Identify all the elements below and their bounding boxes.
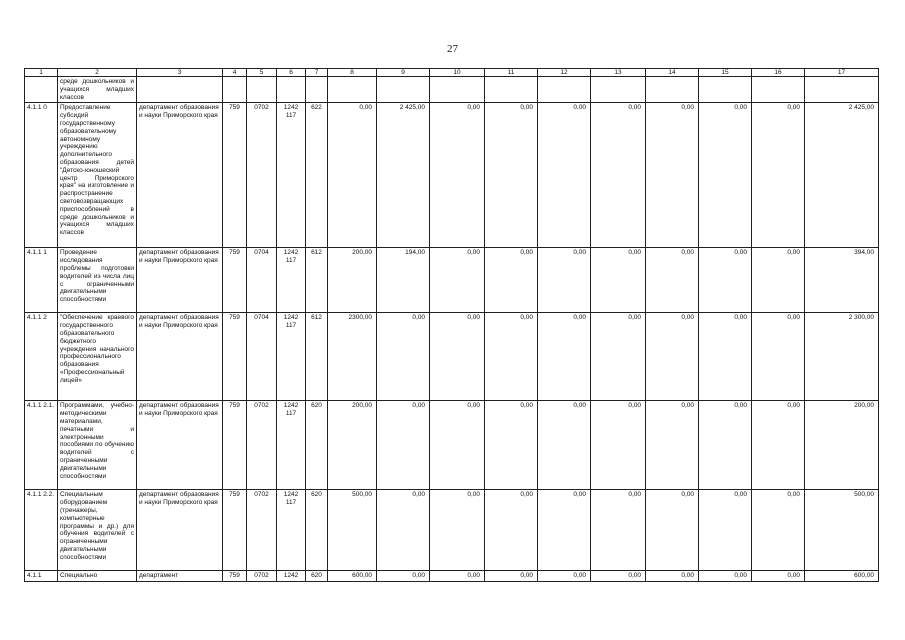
table-cell: 759 <box>223 401 247 490</box>
table-row <box>25 401 879 490</box>
table-cell: 2 425,00 <box>377 103 430 248</box>
table-cell: департамент образования и науки Приморского края <box>137 490 223 571</box>
table-cell: 0,00 <box>485 248 538 313</box>
table-row <box>25 571 879 582</box>
table-cell: 0,00 <box>377 313 430 401</box>
table-cell: 0,00 <box>328 103 377 248</box>
table-cell: 0,00 <box>699 571 752 582</box>
header-cell: 11 <box>485 69 538 77</box>
table-cell: 2300,00 <box>328 313 377 401</box>
table-cell: 0,00 <box>699 248 752 313</box>
table-cell: 0,00 <box>752 401 805 490</box>
table-row <box>25 248 879 313</box>
header-cell: 16 <box>752 69 805 77</box>
table-cell: 759 <box>223 571 247 582</box>
table-cell: 0,00 <box>485 401 538 490</box>
table-cell: 0,00 <box>591 313 646 401</box>
table-cell <box>538 77 591 103</box>
table-cell: 0,00 <box>699 490 752 571</box>
table-cell: 600,00 <box>328 571 377 582</box>
table-cell: 0,00 <box>430 313 485 401</box>
table-cell: Проведение исследования проблемы подготовки водителей из числа лиц с ограниченными двигательными способностями <box>58 248 137 313</box>
table-cell: департамент образования и науки Приморского края <box>137 103 223 248</box>
table-cell: 4.1.1 1 <box>25 248 58 313</box>
table-cell: 0,00 <box>377 571 430 582</box>
table-cell: 0,00 <box>699 401 752 490</box>
table-cell: 759 <box>223 490 247 571</box>
table-cell: 0,00 <box>752 490 805 571</box>
table-cell: 2 300,00 <box>805 313 879 401</box>
table-cell <box>752 77 805 103</box>
table-cell: 0,00 <box>752 103 805 248</box>
table-cell <box>591 77 646 103</box>
table-cell: 0,00 <box>538 313 591 401</box>
table-cell: 0704 <box>247 313 277 401</box>
header-row <box>25 69 879 77</box>
header-cell: 13 <box>591 69 646 77</box>
table-row <box>25 77 879 103</box>
table-cell: 4.1.1 0 <box>25 103 58 248</box>
table-cell <box>805 77 879 103</box>
table-cell <box>223 77 247 103</box>
table-cell: 0,00 <box>485 490 538 571</box>
table-cell: 0,00 <box>538 103 591 248</box>
table-cell: 620 <box>306 401 328 490</box>
table-cell <box>377 77 430 103</box>
table-cell: 0702 <box>247 103 277 248</box>
table-cell <box>247 77 277 103</box>
table-cell <box>137 77 223 103</box>
table-cell: Предоставление субсидий государственному образовательному автономному учреждению дополнительного образования детей "Детско-юношеский центр Приморского края" на изготовление и распространение световозвращающих приспособлений в среде дошкольников и учащихся младших классов <box>58 103 137 248</box>
table-cell <box>328 77 377 103</box>
table-cell: 0,00 <box>430 401 485 490</box>
header-cell: 8 <box>328 69 377 77</box>
table-cell: 0,00 <box>485 103 538 248</box>
table-cell: 759 <box>223 313 247 401</box>
table-cell: 0,00 <box>699 103 752 248</box>
table-cell: 0,00 <box>591 103 646 248</box>
table-cell: 0,00 <box>646 490 699 571</box>
header-cell: 14 <box>646 69 699 77</box>
table-cell: 759 <box>223 103 247 248</box>
table-cell: 4.1.1 <box>25 571 58 582</box>
table-cell: 194,00 <box>377 248 430 313</box>
table-cell: 200,00 <box>328 401 377 490</box>
table-cell: 0702 <box>247 490 277 571</box>
table-cell: 0,00 <box>430 103 485 248</box>
table-row <box>25 103 879 248</box>
header-cell: 6 <box>277 69 306 77</box>
table-cell: 1242 117 <box>277 490 306 571</box>
table-cell: 394,00 <box>805 248 879 313</box>
header-cell: 3 <box>137 69 223 77</box>
header-cell: 4 <box>223 69 247 77</box>
table-cell: 0,00 <box>646 571 699 582</box>
table-cell: 500,00 <box>805 490 879 571</box>
page-number: 27 <box>447 43 458 55</box>
table-cell: 0,00 <box>646 103 699 248</box>
table-cell: Специально <box>58 571 137 582</box>
table-cell: 1242 <box>277 571 306 582</box>
table-cell: 600,00 <box>805 571 879 582</box>
table-cell: 0,00 <box>699 313 752 401</box>
header-cell: 5 <box>247 69 277 77</box>
table-cell <box>25 77 58 103</box>
table-cell: 0,00 <box>538 401 591 490</box>
table-cell: 0,00 <box>430 248 485 313</box>
table-cell: 0,00 <box>646 401 699 490</box>
table-cell: департамент <box>137 571 223 582</box>
table-cell: 2 425,00 <box>805 103 879 248</box>
table-cell: 4.1.1 2.2. <box>25 490 58 571</box>
header-cell: 17 <box>805 69 879 77</box>
table-cell: 0,00 <box>591 490 646 571</box>
table-cell: Специальным оборудованием (тренажеры, компьютерные программы и др.) для обучения водителей с ограниченными двигательными способностями <box>58 490 137 571</box>
table-cell: департамент образования и науки Приморского края <box>137 248 223 313</box>
table-cell: Программами, учебно-методическими материалами, печатными и электронными пособиями по обучению водителей с ограниченными двигательными способностями <box>58 401 137 490</box>
table-row <box>25 490 879 571</box>
table-cell: "Обеспечение краевого государственного образовательного бюджетного учреждения начального профессионального образования «Профессиональный лицей» <box>58 313 137 401</box>
table-cell: 0,00 <box>752 313 805 401</box>
table-cell: департамент образования и науки Приморского края <box>137 401 223 490</box>
table-cell: 0,00 <box>646 313 699 401</box>
table-cell: 0,00 <box>538 571 591 582</box>
table-cell <box>485 77 538 103</box>
table-cell: 612 <box>306 248 328 313</box>
table-cell: 0,00 <box>591 401 646 490</box>
budget-table <box>24 68 879 582</box>
header-cell: 7 <box>306 69 328 77</box>
header-cell: 9 <box>377 69 430 77</box>
table-cell: 0,00 <box>752 571 805 582</box>
table-cell: 622 <box>306 103 328 248</box>
table-cell: 0,00 <box>377 401 430 490</box>
table-cell: 0,00 <box>591 248 646 313</box>
table-cell <box>277 77 306 103</box>
table-cell: 759 <box>223 248 247 313</box>
table-cell: 0,00 <box>430 571 485 582</box>
table-cell: 612 <box>306 313 328 401</box>
table-cell: 4.1.1 2.1. <box>25 401 58 490</box>
table-cell: 620 <box>306 490 328 571</box>
table-cell: 200,00 <box>328 248 377 313</box>
table-row <box>25 313 879 401</box>
table-cell <box>699 77 752 103</box>
table-cell: 0,00 <box>538 248 591 313</box>
table-cell <box>430 77 485 103</box>
table-cell: 1242 117 <box>277 103 306 248</box>
table-cell: 0,00 <box>646 248 699 313</box>
table-cell: 0704 <box>247 248 277 313</box>
header-cell: 1 <box>25 69 58 77</box>
table-cell: 0,00 <box>752 248 805 313</box>
table-cell: 0,00 <box>430 490 485 571</box>
header-cell: 2 <box>58 69 137 77</box>
table-cell: 0702 <box>247 571 277 582</box>
header-cell: 10 <box>430 69 485 77</box>
table-cell: среде дошкольников и учащихся младших классов <box>58 77 137 103</box>
table-cell: 0,00 <box>377 490 430 571</box>
table-cell <box>646 77 699 103</box>
header-cell: 15 <box>699 69 752 77</box>
table-cell: 0,00 <box>538 490 591 571</box>
table-cell: 0,00 <box>591 571 646 582</box>
table-cell: 620 <box>306 571 328 582</box>
table-cell: 0,00 <box>485 571 538 582</box>
table-cell: 500,00 <box>328 490 377 571</box>
table-cell: 1242 117 <box>277 313 306 401</box>
header-cell: 12 <box>538 69 591 77</box>
table-cell: 0,00 <box>485 313 538 401</box>
table-cell <box>306 77 328 103</box>
table-cell: 4.1.1 2 <box>25 313 58 401</box>
table-cell: 1242 117 <box>277 401 306 490</box>
table-cell: 1242 117 <box>277 248 306 313</box>
table-cell: 0702 <box>247 401 277 490</box>
table-cell: 200,00 <box>805 401 879 490</box>
table-cell: департамент образования и науки Приморского края <box>137 313 223 401</box>
